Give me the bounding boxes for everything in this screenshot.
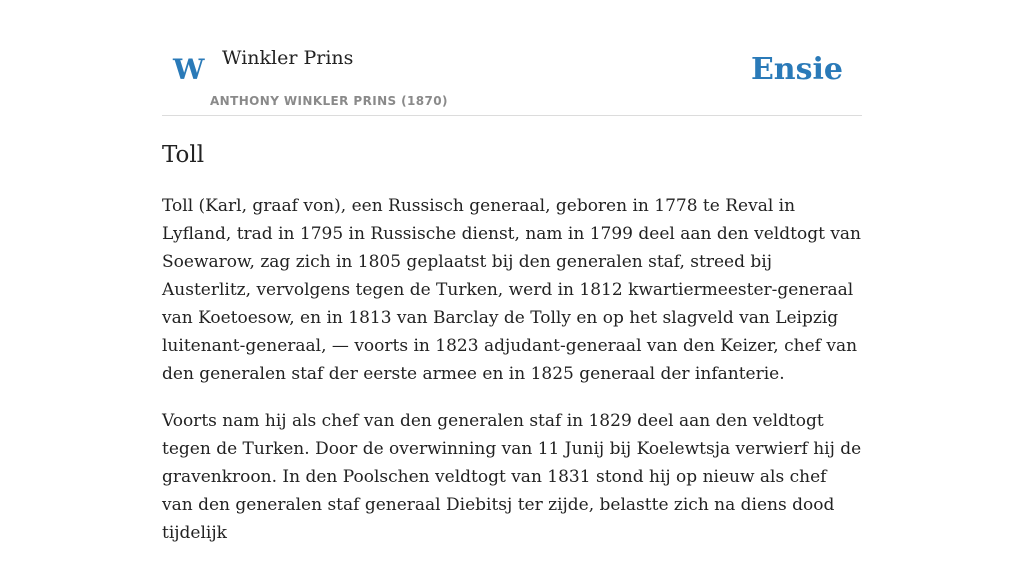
ensie-logo-link[interactable]: Ensie [750,52,843,87]
source-title-link[interactable]: Winkler Prins [222,47,354,69]
article-paragraph-1: Toll (Karl, graaf von), een Russisch generaal, geboren in 1778 te Reval in Lyfland, trad in 1795 in Russische dienst, nam in 1799 deel aan den veldtogt van Soewarow, zag zich in 1805 geplaatst bij den generalen staf, streed bij Austerlitz, vervolgens tegen de Turken, werd in 1812 kwartiermeester-generaal van Koetoesow, en in 1813 van Barclay de Tolly en op het slagveld van Leipzig luitenant-generaal, — voorts in 1823 adjudant-generaal van den Keizer, chef van den generalen staf der eerste armee en in 1825 generaal der infanterie. [162,196,862,384]
article-body [162,192,862,566]
source-header [162,0,862,116]
page-title: Toll [162,142,205,168]
article-paragraph-2: Voorts nam hij als chef van den generalen staf in 1829 deel aan den veldtogt tegen de Turken. Door de overwinning van 11 Junij bij Koelewtsja verwierf hij de gravenkroon. In den Poolschen veldtogt van 1831 stond hij op nieuw als chef van den generalen staf generaal Diebitsj ter zijde, belastte zich na diens dood tijdelijk [162,411,862,543]
winkler-prins-logo-icon[interactable]: W [173,53,205,86]
source-subtitle: ANTHONY WINKLER PRINS (1870) [210,94,448,108]
